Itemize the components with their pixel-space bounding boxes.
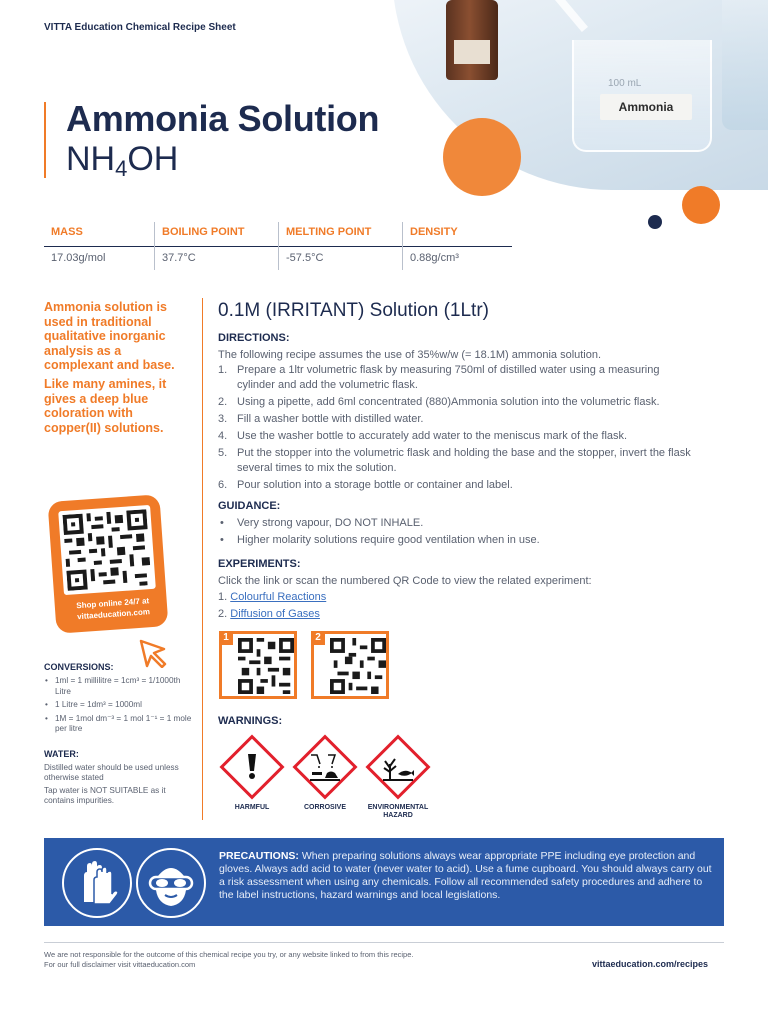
compound-formula: $NH_4OH$ [66,140,179,181]
directions-steps [218,363,698,495]
warnings-heading: WARNINGS: [218,715,283,727]
list-item: • 1ml = 1 millilitre = 1cm³ = 1/1000th Litre [44,676,194,697]
decor-circle-large [443,118,521,196]
step-item: 2. Using a pipette, add 6ml concentrated (880)Ammonia solution into the volumetric flask. [218,396,660,408]
disclaimer-line: We are not responsible for the outcome of this chemical recipe you try, or any website linked to from this recipe. [44,950,414,959]
properties-table [44,222,512,272]
link-diffusion-of-gases[interactable]: Diffusion of Gases [230,608,320,620]
hazard-label: ENVIRONMENTAL HAZARD [367,804,429,819]
water-line: Tap water is NOT SUITABLE as it contains impurities. [44,785,166,806]
shop-qr-code[interactable] [58,505,156,595]
environment-icon [378,747,418,787]
experiments-links [218,590,326,624]
experiments-heading: EXPERIMENTS: [218,558,301,570]
list-item: • 1M = 1mol dm⁻³ = 1 mol 1⁻¹ = 1 mole per litre [44,714,194,735]
water-notes [44,763,194,809]
list-item: • Very strong vapour, DO NOT INHALE. [218,516,698,531]
brown-bottle [446,0,498,80]
beaker-label: Ammonia [600,94,692,120]
step-item: 4. Use the washer bottle to accurately add water to the meniscus mark of the flask. [218,430,628,442]
goggles-icon [136,848,206,918]
step-item: 3. Fill a washer bottle with distilled water. [218,413,424,425]
directions-heading: DIRECTIONS: [218,332,290,344]
step-item: 5. Put the stopper into the volumetric flask and holding the base and the stopper, invert the flask several times to mix the solution. [218,447,691,474]
corrosive-icon [305,747,345,787]
conversions-list [44,676,194,738]
property-melting-point: MELTING POINT -57.5°C [278,222,402,270]
step-item: 6. Pour solution into a storage bottle or container and label. [218,479,513,491]
brand-line: VITTA Education Chemical Recipe Sheet [44,22,236,33]
solution-title: 0.1M (IRRITANT) Solution (1Ltr) [218,300,489,321]
guidance-list [218,516,698,550]
intro-text [44,300,184,439]
qr-number: 1 [219,631,233,645]
decor-dot [648,215,662,229]
experiment-qr-1[interactable] [219,631,297,699]
precautions-heading: PRECAUTIONS: [219,850,299,862]
guidance-heading: GUIDANCE: [218,500,281,512]
intro-paragraph: Like many amines, it gives a deep blue coloration with copper(II) solutions. [44,376,167,435]
hazard-environmental [360,736,436,820]
back-beaker [722,0,768,130]
property-mass: MASS 17.03g/mol [51,226,106,264]
disclaimer-line: For our full disclaimer visit vittaeducation.com [44,960,196,969]
pipette-shape [524,0,588,32]
pointer-cursor-icon [138,638,168,675]
ammonia-beaker [572,40,712,152]
property-boiling-point: BOILING POINT 37.7°C [154,222,278,270]
precautions-banner [44,838,724,926]
title-accent-bar [44,102,46,178]
step-item: 1. Prepare a 1ltr volumetric flask by measuring 750ml of distilled water using a measuring cylinder and add the volumetric flask. [218,364,660,391]
list-item: • Higher molarity solutions require good ventilation when in use. [218,533,698,548]
intro-paragraph: Ammonia solution is used in traditional qualitative inorganic analysis as a complexant and base. [44,300,175,373]
list-item: • 1 Litre = 1dm³ = 1000ml [44,700,194,711]
experiment-qr-2[interactable] [311,631,389,699]
hazard-label: CORROSIVE [303,804,346,811]
experiment-item: 1. Colourful Reactions [218,591,327,603]
hazard-harmful [214,736,290,812]
precautions-body: When preparing solutions always wear appropriate PPE including eye protection and gloves. Always add acid to water (never water to acid). Use a fume cupboard. You should always carry out a risk assessment when using any chemicals. Follow all recommended safety procedures and adhere to the label instructions, hazard warnings and local legislations. [219,850,712,901]
precautions-text [219,850,714,902]
property-density: DENSITY 0.88g/cm³ [402,222,512,270]
column-divider [202,298,203,820]
shop-caption: Shop online 24/7 at vittaeducation.com [76,596,151,622]
hazard-corrosive [287,736,363,812]
water-heading: WATER: [44,749,79,759]
shop-qr-card[interactable] [48,494,169,633]
experiments-intro: Click the link or scan the numbered QR Code to view the related experiment: [218,575,592,587]
link-colourful-reactions[interactable]: Colourful Reactions [230,591,327,603]
decor-circle-small [682,186,720,224]
footer-divider [44,942,724,943]
conversions-heading: CONVERSIONS: [44,662,114,672]
footer-disclaimer [44,950,413,970]
hazard-label: HARMFUL [234,804,270,811]
directions-intro: The following recipe assumes the use of 35%w/w (= 18.1M) ammonia solution. [218,349,602,361]
footer-url-link[interactable]: vittaeducation.com/recipes [592,959,709,969]
exclamation-icon [232,747,272,787]
experiment-item: 2. Diffusion of Gases [218,608,320,620]
beaker-mark: 100 mL [608,78,642,89]
qr-number: 2 [311,631,325,645]
compound-name: Ammonia Solution [66,98,380,139]
gloves-icon [62,848,132,918]
water-line: Distilled water should be used unless otherwise stated [44,763,179,783]
